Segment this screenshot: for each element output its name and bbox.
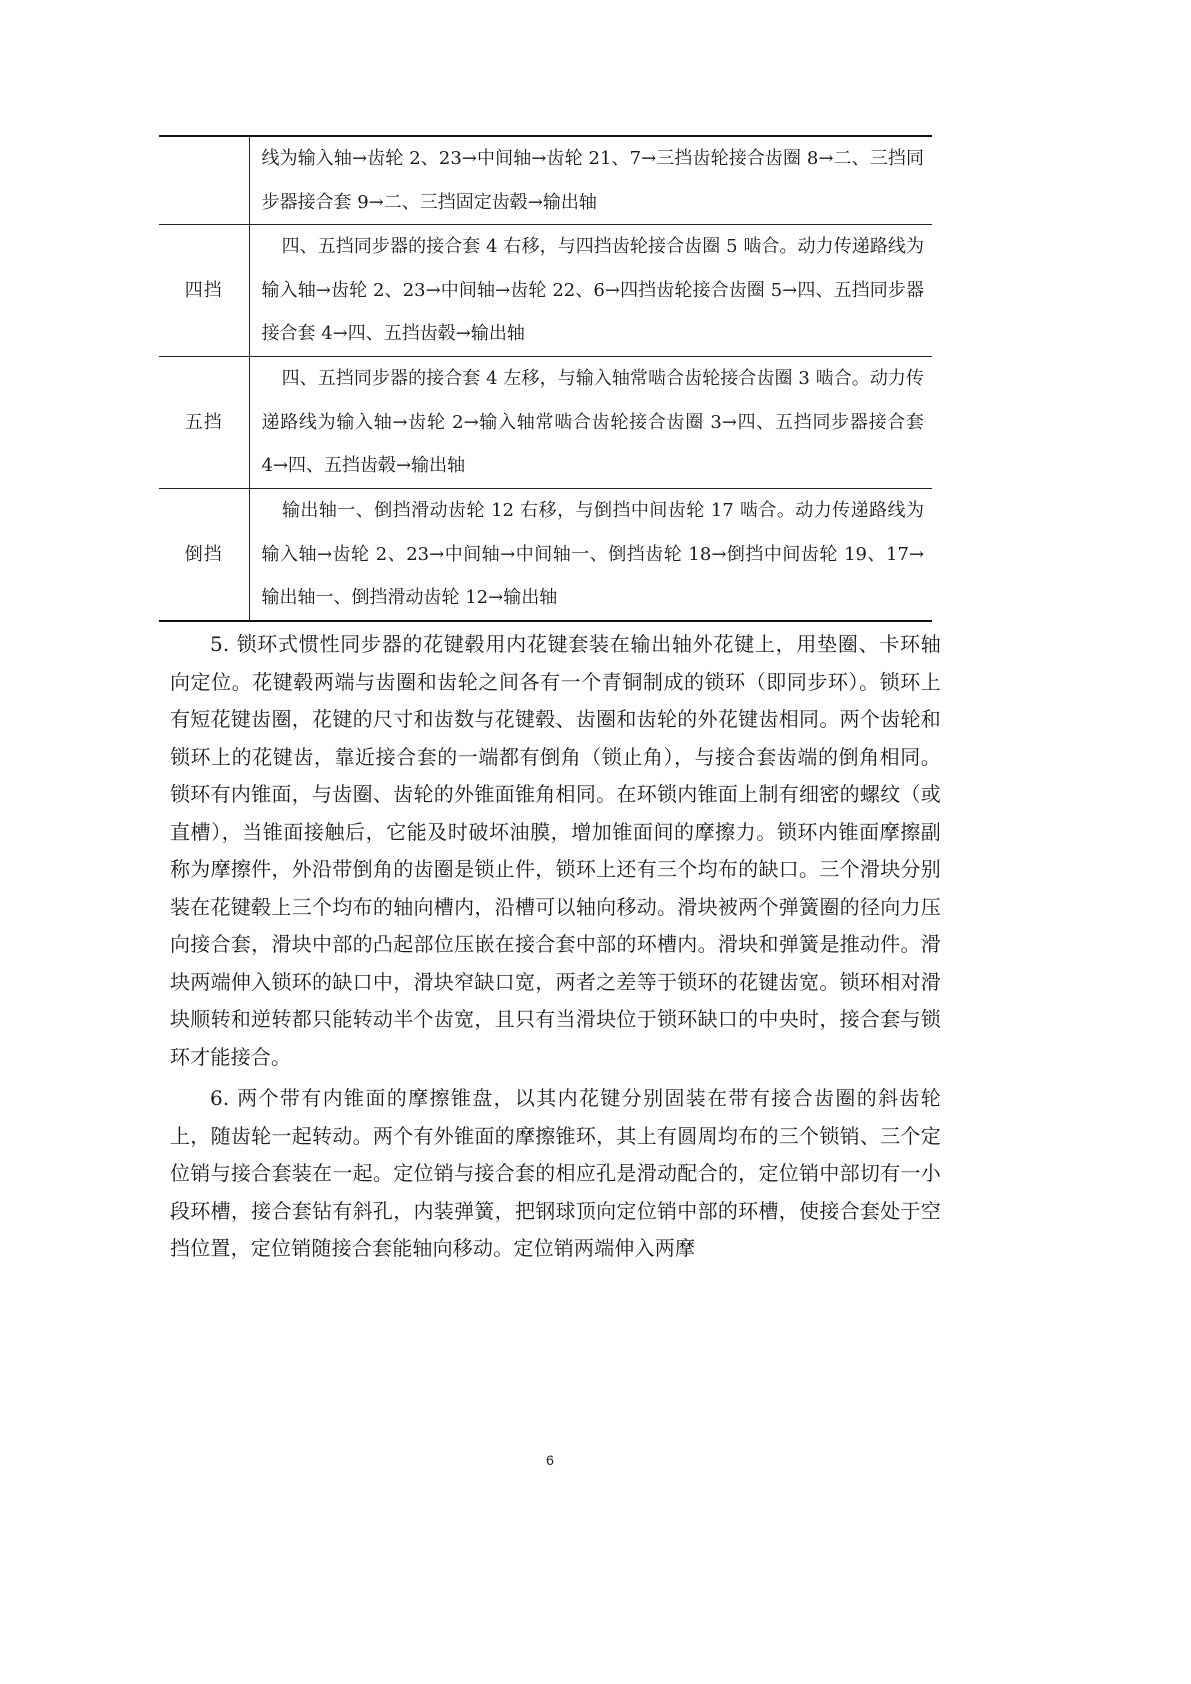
table-row (159, 357, 932, 489)
page-number: 6 (546, 1452, 554, 1468)
gear-label: 四挡 (159, 225, 249, 357)
gear-description-text: 四、五挡同步器的接合套 4 左移，与输入轴常啮合齿轮接合齿圈 3 啮合。动力传递路线为输入轴→齿轮 2→输入轴常啮合齿轮接合齿圈 3→四、五挡同步器接合套 4→四、五挡齿毂→输出轴 (261, 368, 924, 477)
gear-description: 线为输入轴→齿轮 2、23→中间轴→齿轮 21、7→三挡齿轮接合齿圈 8→二、三挡同步器接合套 9→二、三挡固定齿毂→输出轴 (261, 148, 924, 213)
gear-shift-table (159, 135, 932, 622)
gear-description (249, 489, 932, 622)
gear-description (249, 225, 932, 357)
gear-description (249, 357, 932, 489)
gear-label (159, 136, 249, 225)
gear-description-text: 输出轴一、倒挡滑动齿轮 12 右移，与倒挡中间齿轮 17 啮合。动力传递路线为输入轴→齿轮 2、23→中间轴→中间轴一、倒挡齿轮 18→倒挡中间齿轮 19、17→输出轴一、倒挡滑动齿轮 12→输出轴 (261, 500, 924, 609)
table-row (159, 136, 932, 225)
table-row (159, 225, 932, 357)
paragraph-5: 5. 锁环式惯性同步器的花键毂用内花键套装在输出轴外花键上，用垫圈、卡环轴向定位。花键毂两端与齿圈和齿轮之间各有一个青铜制成的锁环（即同步环）。锁环上有短花键齿圈，花键的尺寸和齿数与花键毂、齿圈和齿轮的外花键齿相同。两个齿轮和锁环上的花键齿，靠近接合套的一端都有倒角（锁止角），与接合套齿端的倒角相同。锁环有内锥面，与齿圈、齿轮的外锥面锥角相同。在环锁内锥面上制有细密的螺纹（或直槽），当锥面接触后，它能及时破坏油膜，增加锥面间的摩擦力。锁环内锥面摩擦副称为摩擦件，外沿带倒角的齿圈是锁止件，锁环上还有三个均布的缺口。三个滑块分别装在花键毂上三个均布的轴向槽内，沿槽可以轴向移动。滑块被两个弹簧圈的径向力压向接合套，滑块中部的凸起部位压嵌在接合套中部的环槽内。滑块和弹簧是推动件。滑块两端伸入锁环的缺口中，滑块窄缺口宽，两者之差等于锁环的花键齿宽。锁环相对滑块顺转和逆转都只能转动半个齿宽，且只有当滑块位于锁环缺口的中央时，接合套与锁环才能接合。 (170, 632, 941, 1069)
gear-description-text: 四、五挡同步器的接合套 4 右移，与四挡齿轮接合齿圈 5 啮合。动力传递路线为输入轴→齿轮 2、23→中间轴→齿轮 22、6→四挡齿轮接合齿圈 5→四、五挡同步器接合套 4→四、五挡齿毂→输出轴 (261, 236, 924, 345)
gear-label: 倒挡 (159, 489, 249, 622)
body-text (170, 626, 941, 1272)
table-row (159, 489, 932, 622)
paragraph-6: 6. 两个带有内锥面的摩擦锥盘，以其内花键分别固装在带有接合齿圈的斜齿轮上，随齿轮一起转动。两个有外锥面的摩擦锥环，其上有圆周均布的三个锁销、三个定位销与接合套装在一起。定位销与接合套的相应孔是滑动配合的，定位销中部切有一小段环槽，接合套钻有斜孔，内装弹簧，把钢球顶向定位销中部的环槽，使接合套处于空挡位置，定位销随接合套能轴向移动。定位销两端伸入两摩 (170, 1086, 941, 1260)
gear-label: 五挡 (159, 357, 249, 489)
